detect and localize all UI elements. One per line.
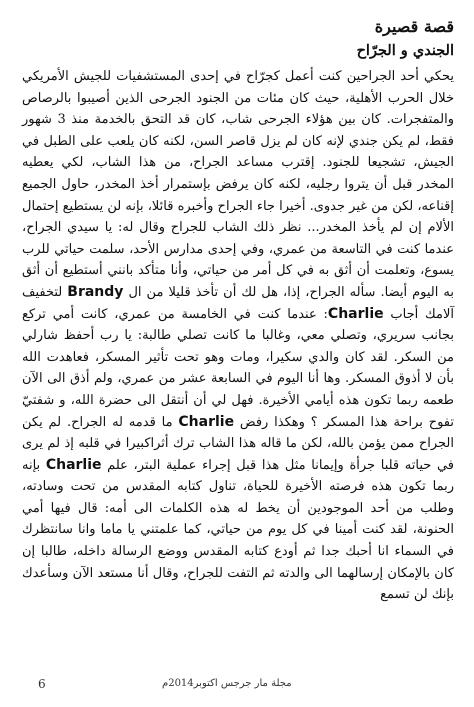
text-run-1: يحكي أحد الجراحين كنت أعمل كجرّاح في إحدى المستشفيات للجيش الأمريكي خلال الحرب الأهلية، حيث كان مئات من الجنود الجرحى الذين أصيبوا بالرصاص والمتفجرات. كان بين هؤلاء الجرحى شاب، كان قد التحق بالخدمة منذ 3 شهور فقط، لم يكن جندي لإنه كان لم يزل قاصر السن، لكنه كان يلعب على الطبل في الجيش، تشجيعا للجنود. إقترب مساعد الجراح، من هذا الشاب، لكي يعطيه المخدر قبل أن يتروا رجليه، لكنه كان يرفض بإستمرار أخذ المخدر، حاول الجميع إقناعه، لكن من غير جدوى. أخيرا جاء الجراح وأخبره قائلا، بإنه لن يستطيع إحتمال الألام إن لم يأخذ المخدر... نظر ذلك الشاب للجراح وقال له: يا سيدي الجراح، عندما كنت في التاسعة من عمري، وفي إحدى مدارس الأحد، سلمت حياتي للرب يسوع، وتعلمت أن أثق به في كل أمر من حياتي، وأنا متأكد بانني أستطيع أن أثق به اليوم أيضا. سأله الجراح، إذا، هل لك أن تأخذ قليلا من ال: [22, 69, 454, 300]
section-title: قصة قصيرة: [374, 17, 454, 36]
story-paragraph: [22, 66, 454, 606]
story-title: الجندي و الجرّاح: [356, 42, 454, 59]
latin-word-brandy: Brandy: [67, 283, 124, 300]
text-run-3: : عندما كنت في الخامسة من عمري، كانت أمي تركع بجانب سريري، وتصلي معي، وغالبا ما كانت تصلي طالبة: يا رب أحفظ شارلي من السكر. لقد كان والدي سكيرا، ومات وهو تحت تأثير المسكر، فعاهدت الله بأن لا أذوق المسكر. وها أنا اليوم في السابعة عشر من عمري، ولم أذق الى الآن طعمه ربما تكون هذه أيامي الأخيرة. فهل لي أن أنتقل الى حضرة الله، و شفتيّ تفوح براحة هذا المسكر ؟ وهكذا رفض: [22, 306, 454, 430]
page-header: [22, 16, 454, 62]
latin-name-charlie-2: Charlie: [178, 413, 235, 430]
latin-name-charlie-3: Charlie: [45, 456, 102, 473]
page-number: 6: [38, 677, 46, 691]
story-body: [22, 66, 454, 606]
latin-name-charlie-1: Charlie: [327, 305, 384, 322]
text-run-5: بإنه ربما تكون هذه فرصته الأخيرة للحياة، تناول كتابه المقدس من تحت وسادته، وطلب من أحد الموجودين أن يخط له هذه الكلمات الى أمه: قال فيها أمي الحنونة، لقد كنت أمينا في كل يوم من حياتي، كما علمتني يا ماما وانا سانتظرك في السماء انا أحبك جدا ثم أودع كتابه المقدس ووضع الرسالة داخله، طالبا إن كان بالإمكان إرسالهما الى والدته ثم التفت للجراح، وقال أنا مستعد الآن وسأعدك بإنك لن تسمع: [22, 457, 454, 603]
journal-footer-text: مجلة مار جرجس اكتوبر2014م: [162, 678, 292, 689]
page-footer: [22, 675, 454, 695]
text-run-4: ما قدمه له الجراح. لم يكن الجراح ممن يؤمن بالله، لكن ما قاله هذا الشاب ترك أثراكبيرا في قلبه إذ لم يرى في حياته قلبا جرأة وإيمانا مثل هذا قبل إجراء عملية البتر، علم: [22, 414, 454, 473]
text-run-2: لتخفيف آلامك أجاب: [22, 284, 455, 322]
